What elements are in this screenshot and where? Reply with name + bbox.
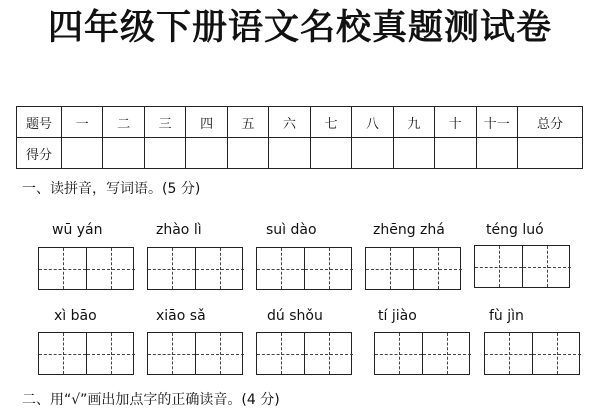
score-input-cell[interactable] <box>144 138 185 169</box>
score-input-cell[interactable] <box>476 138 517 169</box>
pinyin-label: xì bāo <box>54 308 97 324</box>
page-title: 四年级下册语文名校真题测试卷 <box>47 8 552 48</box>
score-table-cell: 十一 <box>476 107 517 138</box>
writing-grid[interactable] <box>474 245 570 288</box>
score-input-cell[interactable] <box>518 138 583 169</box>
score-table-cell: 五 <box>227 107 268 138</box>
section1-heading: 一、读拼音，写词语。(5 分) <box>22 181 201 197</box>
score-input-cell[interactable] <box>269 138 310 169</box>
writing-grid[interactable] <box>256 332 352 375</box>
score-input-cell[interactable] <box>227 138 268 169</box>
score-table-cell: 一 <box>62 107 103 138</box>
score-table-cell: 三 <box>144 107 185 138</box>
writing-grid[interactable] <box>484 332 580 375</box>
score-input-cell[interactable] <box>435 138 476 169</box>
writing-grid[interactable] <box>365 247 461 290</box>
score-table-cell: 七 <box>310 107 351 138</box>
score-input-cell[interactable] <box>62 138 103 169</box>
score-input-cell[interactable] <box>310 138 351 169</box>
section2-heading: 二、用“√”画出加点字的正确读音。(4 分) <box>22 392 280 408</box>
writing-grid[interactable] <box>147 247 243 290</box>
pinyin-label: wū yán <box>52 222 103 238</box>
writing-grid[interactable] <box>256 247 352 290</box>
score-table-header-row <box>17 107 583 138</box>
score-table-cell: 总分 <box>518 107 583 138</box>
score-table-cell: 十 <box>435 107 476 138</box>
score-table <box>16 106 583 169</box>
pinyin-label: fù jìn <box>489 308 524 324</box>
writing-grid[interactable] <box>38 247 134 290</box>
score-table-cell: 九 <box>393 107 434 138</box>
pinyin-label: zhào lì <box>156 222 202 238</box>
score-table-score-row <box>17 138 583 169</box>
pinyin-label: dú shǒu <box>267 308 323 324</box>
score-table-cell: 二 <box>103 107 144 138</box>
score-table-cell: 得分 <box>17 138 62 169</box>
writing-grid[interactable] <box>38 332 134 375</box>
score-table-cell: 八 <box>352 107 393 138</box>
score-input-cell[interactable] <box>352 138 393 169</box>
score-table-cell: 题号 <box>17 107 62 138</box>
score-input-cell[interactable] <box>186 138 227 169</box>
score-input-cell[interactable] <box>393 138 434 169</box>
writing-grid[interactable] <box>147 332 243 375</box>
pinyin-label: suì dào <box>266 222 317 238</box>
writing-grid[interactable] <box>374 332 470 375</box>
pinyin-label: tí jiào <box>378 308 417 324</box>
score-table-cell: 四 <box>186 107 227 138</box>
pinyin-label: zhēng zhá <box>373 222 445 238</box>
pinyin-label: xiāo sǎ <box>156 308 206 324</box>
score-input-cell[interactable] <box>103 138 144 169</box>
pinyin-label: téng luó <box>486 222 544 238</box>
score-table-cell: 六 <box>269 107 310 138</box>
